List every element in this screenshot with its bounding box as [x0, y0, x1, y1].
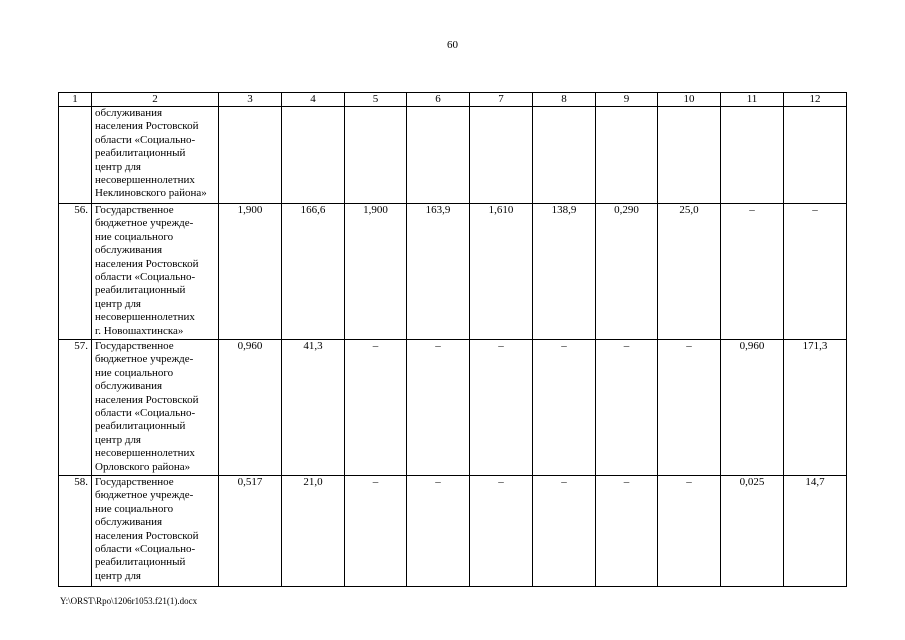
column-header: 7: [470, 93, 533, 107]
column-header: 3: [219, 93, 282, 107]
column-header: 6: [407, 93, 470, 107]
page-number: 60: [447, 39, 458, 51]
table-cell: [533, 107, 596, 204]
table-cell: 1,900: [345, 204, 407, 340]
row-number: 56.: [59, 204, 92, 340]
data-table: [58, 92, 847, 587]
column-header: 2: [92, 93, 219, 107]
table-cell: [219, 107, 282, 204]
table-cell: [784, 107, 847, 204]
table-cell: 1,610: [470, 204, 533, 340]
institution-name: Государственное бюджетное учрежде- ние социального обслуживания населения Ростовской области «Социально- реабилитационный центр для несовершеннолетних Орловского района»: [92, 340, 219, 476]
table-cell: –: [345, 340, 407, 476]
table-cell: 0,025: [721, 476, 784, 587]
table-cell: –: [721, 204, 784, 340]
table-cell: 163,9: [407, 204, 470, 340]
table-cell: –: [596, 340, 658, 476]
table-cell: 21,0: [282, 476, 345, 587]
table-cell: –: [658, 340, 721, 476]
table-cell: –: [533, 340, 596, 476]
table-row: [59, 204, 847, 340]
table-cell: 171,3: [784, 340, 847, 476]
table-row: [59, 107, 847, 204]
table-cell: 166,6: [282, 204, 345, 340]
table-header-row: [59, 93, 847, 107]
row-number: [59, 107, 92, 204]
table-cell: –: [658, 476, 721, 587]
table-cell: 0,517: [219, 476, 282, 587]
table-cell: –: [596, 476, 658, 587]
column-header: 11: [721, 93, 784, 107]
column-header: 4: [282, 93, 345, 107]
table-row: [59, 340, 847, 476]
column-header: 8: [533, 93, 596, 107]
table-cell: 14,7: [784, 476, 847, 587]
table-cell: 0,960: [721, 340, 784, 476]
table-cell: –: [407, 476, 470, 587]
table-cell: –: [470, 340, 533, 476]
table-cell: –: [345, 476, 407, 587]
column-header: 9: [596, 93, 658, 107]
institution-name: Государственное бюджетное учрежде- ние социального обслуживания населения Ростовской области «Социально- реабилитационный центр для несовершеннолетних г. Новошахтинска»: [92, 204, 219, 340]
table-cell: [721, 107, 784, 204]
column-header: 10: [658, 93, 721, 107]
table-cell: 0,960: [219, 340, 282, 476]
table-cell: –: [533, 476, 596, 587]
table-cell: [345, 107, 407, 204]
column-header: 12: [784, 93, 847, 107]
table-row: [59, 476, 847, 587]
institution-name: обслуживания населения Ростовской области «Социально- реабилитационный центр для несовершеннолетних Неклиновского района»: [92, 107, 219, 204]
row-number: 58.: [59, 476, 92, 587]
table-cell: –: [407, 340, 470, 476]
file-path-footer: Y:\ORST\Rpo\1206r1053.f21(1).docx: [60, 596, 198, 606]
table-cell: [407, 107, 470, 204]
column-header: 1: [59, 93, 92, 107]
table-cell: –: [470, 476, 533, 587]
table-cell: –: [784, 204, 847, 340]
table-cell: 138,9: [533, 204, 596, 340]
column-header: 5: [345, 93, 407, 107]
table-cell: 41,3: [282, 340, 345, 476]
table-cell: 1,900: [219, 204, 282, 340]
table-cell: 25,0: [658, 204, 721, 340]
table-cell: 0,290: [596, 204, 658, 340]
institution-name: Государственное бюджетное учрежде- ние социального обслуживания населения Ростовской области «Социально- реабилитационный центр для: [92, 476, 219, 587]
table-cell: [470, 107, 533, 204]
table-cell: [658, 107, 721, 204]
row-number: 57.: [59, 340, 92, 476]
table-cell: [596, 107, 658, 204]
table-cell: [282, 107, 345, 204]
